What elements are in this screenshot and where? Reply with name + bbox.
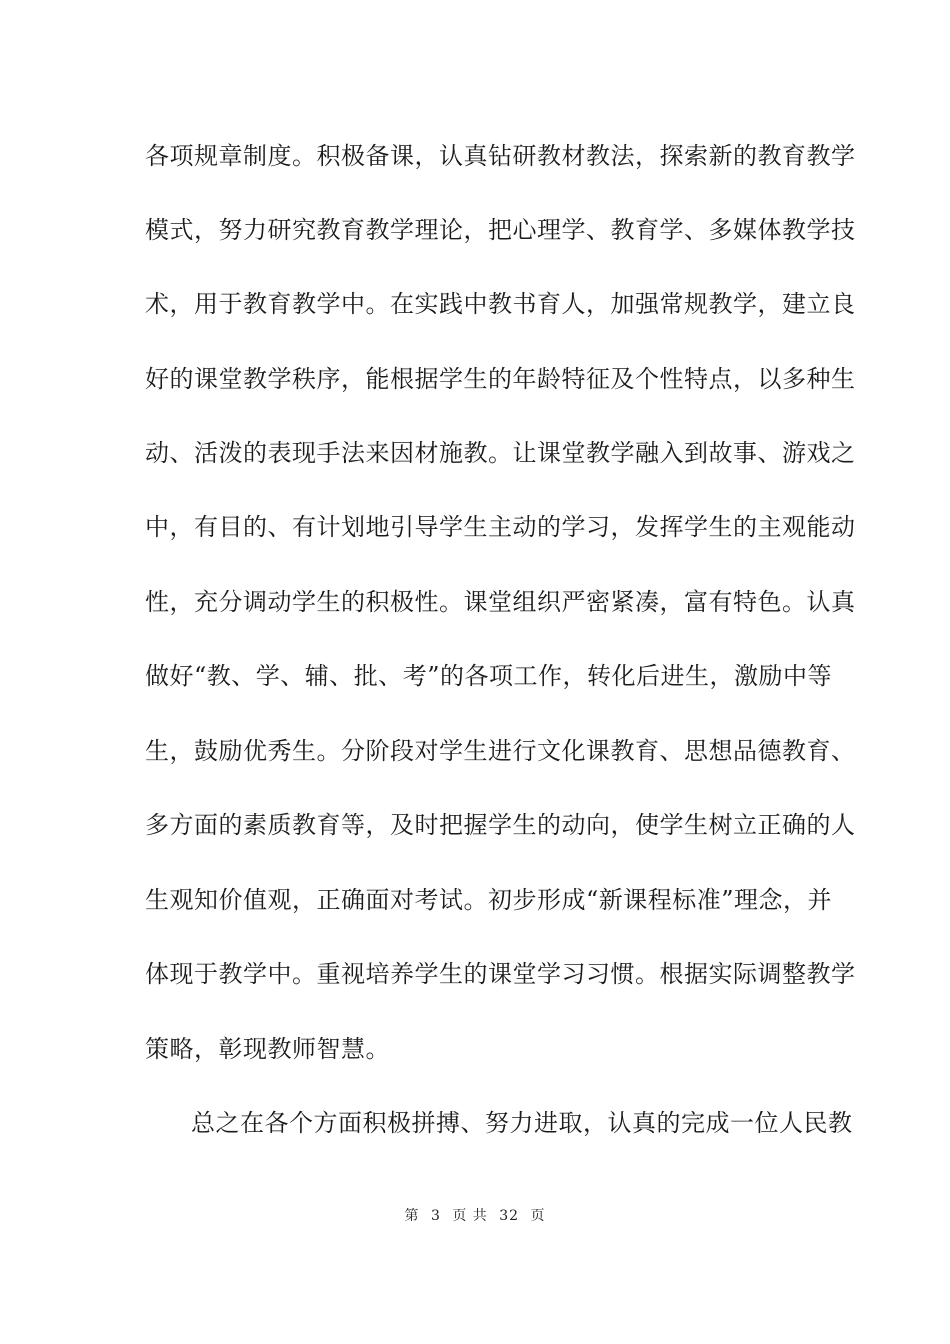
footer-suffix: 页 — [530, 1208, 546, 1224]
body-line-10: 多方面的素质教育等，及时把握学生的动向，使学生树立正确的人 — [145, 811, 856, 839]
body-line-11: 生观知价值观，正确面对考试。初步形成“新课程标准”理念，并 — [145, 886, 833, 914]
body-line-6: 中，有目的、有计划地引导学生主动的学习，发挥学生的主观能动 — [145, 513, 856, 541]
body-line-14-paragraph-start: 总之在各个方面积极拼搏、努力进取，认真的完成一位人民教 — [191, 1109, 853, 1137]
body-line-8: 做好“教、学、辅、批、考”的各项工作，转化后进生，激励中等 — [145, 662, 833, 690]
footer-page-number: 3 — [430, 1208, 441, 1224]
footer-prefix: 第 — [404, 1208, 420, 1224]
body-line-4: 好的课堂教学秩序，能根据学生的年龄特征及个性特点，以多种生 — [145, 365, 856, 393]
body-line-9: 生，鼓励优秀生。分阶段对学生进行文化课教育、思想品德教育、 — [145, 737, 856, 765]
body-line-5: 动、活泼的表现手法来因材施教。让课堂教学融入到故事、游戏之 — [145, 439, 856, 467]
footer-total-pages: 32 — [499, 1208, 520, 1224]
body-line-13: 策略，彰现教师智慧。 — [145, 1035, 390, 1063]
body-line-7: 性，充分调动学生的积极性。课堂组织严密紧凑，富有特色。认真 — [145, 588, 856, 616]
body-line-2: 模式，努力研究教育教学理论，把心理学、教育学、多媒体教学技 — [145, 216, 856, 244]
footer-middle: 页 共 — [452, 1208, 488, 1224]
body-line-12: 体现于教学中。重视培养学生的课堂学习习惯。根据实际调整教学 — [145, 960, 856, 988]
body-line-1: 各项规章制度。积极备课，认真钻研教材教法，探索新的教育教学 — [145, 142, 856, 170]
body-line-3: 术，用于教育教学中。在实践中教书育人，加强常规教学，建立良 — [145, 290, 856, 318]
page-footer — [0, 1207, 950, 1225]
